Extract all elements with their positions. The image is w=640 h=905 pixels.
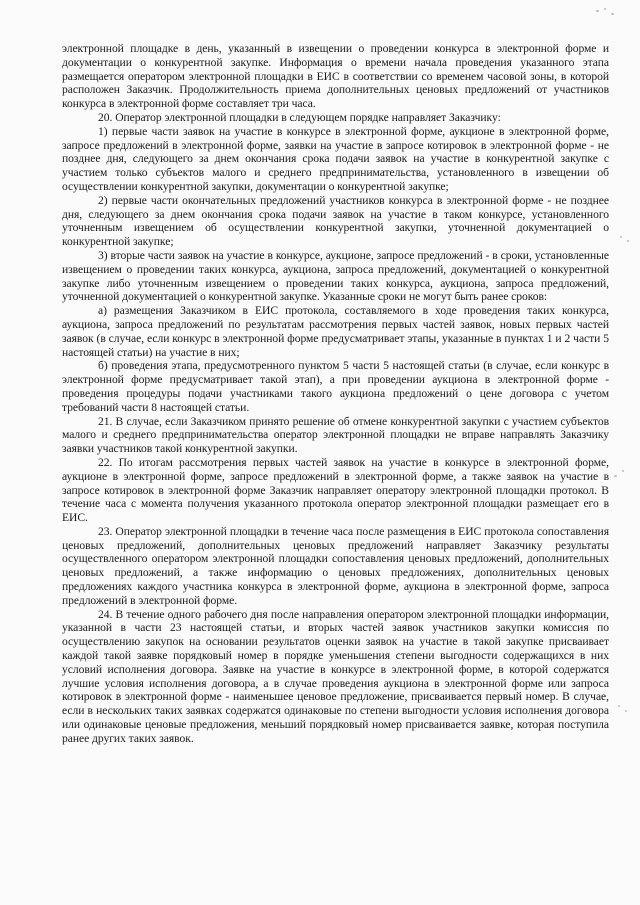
paragraph-20-3: 3) вторые части заявок на участие в конкурсе, аукционе, запросе предложений - в сроки, установленные извещением о проведении таких конкурса, аукциона, запроса предложений, документацией о конкурентной закупке либо уточненным извещением о проведении таких конкурса, аукциона, запроса предложений, уточненной документацией о конкурентной закупке. Указанные сроки не могут быть ранее сроков:: [62, 248, 609, 304]
document-body: [62, 42, 609, 746]
paragraph-20-1: 1) первые части заявок на участие в конкурсе в электронной форме, аукционе в электронной форме, запросе предложений в электронной форме, заявки на участие в запросе котировок в электронной форме - не позднее дня, следующего за днем окончания срока подачи заявок на участие в конкурентной закупке с участием только субъектов малого и среднего предпринимательства, установленного в извещении об осуществлении конкурентной закупки, документации о конкурентной закупке;: [62, 124, 609, 193]
scan-noise: [627, 240, 629, 242]
scan-noise: [614, 475, 617, 477]
paragraph-21: 21. В случае, если Заказчиком принято решение об отмене конкурентной закупки с участием субъектов малого и среднего предпринимательства оператор электронной площадки не вправе направлять Заказчику заявки участников такой конкурентной закупки.: [62, 414, 609, 456]
paragraph-continuation: электронной площадке в день, указанный в извещении о проведении конкурса в электронной форме и документации о конкурентной закупке. Информация о времени начала проведения указанного этапа размещается оператором электронной площадки в ЕИС в соответствии со временем часовой зоны, в которой расположен Заказчик. Продолжительность приема дополнительных ценовых предложений от участников конкурса в электронной форме составляет три часа.: [62, 42, 609, 111]
paragraph-20-2: 2) первые части окончательных предложений участников конкурса в электронной форме - не позднее дня, следующего за днем окончания срока подачи заявок на участие в таком конкурсе, установленного уточненным извещением об осуществлении конкурентной закупки, уточненной документацией о конкурентной закупке;: [62, 193, 609, 249]
paragraph-20-3-a: а) размещения Заказчиком в ЕИС протокола, составляемого в ходе проведения таких конкурса, аукциона, запроса предложений по результатам рассмотрения первых частей заявок, новых первых частей заявок (в случае, если конкурс в электронной форме предусматривает этапы, указанные в пунктах 1 и 2 части 5 настоящей статьи) на участие в них;: [62, 304, 609, 359]
scan-noise: [604, 8, 606, 10]
scan-noise: [596, 10, 599, 12]
paragraph-24: 24. В течение одного рабочего дня после направления оператором электронной площадки информации, указанной в части 23 настоящей статьи, и вторых частей заявок участников закупки комиссия по осуществлению закупок на основании результатов оценки заявок на участие в такой закупке присваивает каждой такой заявке порядковый номер в порядке уменьшения степени выгодности содержащихся в них условий исполнения договора. Заявке на участие в конкурсе в электронной форме, в которой содержатся лучшие условия исполнения договора, а в случае проведения аукциона в электронной форме или запроса котировок в электронной форме - наименьшее ценовое предложение, присваивается первый номер. В случае, если в нескольких таких заявках содержатся одинаковые по степени выгодности условия исполнения договора или одинаковые ценовые предложения, меньший порядковый номер присваивается заявке, которая поступила ранее других таких заявок.: [62, 607, 609, 745]
scan-noise: [620, 236, 622, 238]
scan-noise: [618, 705, 620, 707]
scan-noise: [625, 710, 627, 712]
scan-noise: [622, 470, 624, 472]
paragraph-20-3-b: б) проведения этапа, предусмотренного пунктом 5 части 5 настоящей статьи (в случае, если конкурс в электронной форме предусматривает такой этап), а при проведении аукциона в электронной форме - проведения процедуры подачи участниками такого аукциона предложений о цене договора с учетом требований части 8 настоящей статьи.: [62, 359, 609, 414]
paragraph-23: 23. Оператор электронной площадки в течение часа после размещения в ЕИС протокола сопоставления ценовых предложений, дополнительных ценовых предложений направляет Заказчику результаты осуществленного оператором электронной площадки сопоставления ценовых предложений, дополнительных ценовых предложений, а также информацию о ценовых предложениях, дополнительных ценовых предложениях каждого участника конкурса в электронной форме, аукциона в электронной форме, запроса предложений в электронной форме.: [62, 524, 609, 607]
paragraph-20: 20. Оператор электронной площадки в следующем порядке направляет Заказчику:: [98, 110, 501, 124]
paragraph-22: 22. По итогам рассмотрения первых частей заявок на участие в конкурсе в электронной форме, аукционе в электронной форме, запросе предложений в электронной форме, а также заявок на участие в запросе котировок в электронной форме Заказчик направляет оператору электронной площадки протокол. В течение часа с момента получения указанного протокола оператор электронной площадки размещает его в ЕИС.: [62, 455, 609, 525]
scan-noise: [611, 13, 614, 15]
